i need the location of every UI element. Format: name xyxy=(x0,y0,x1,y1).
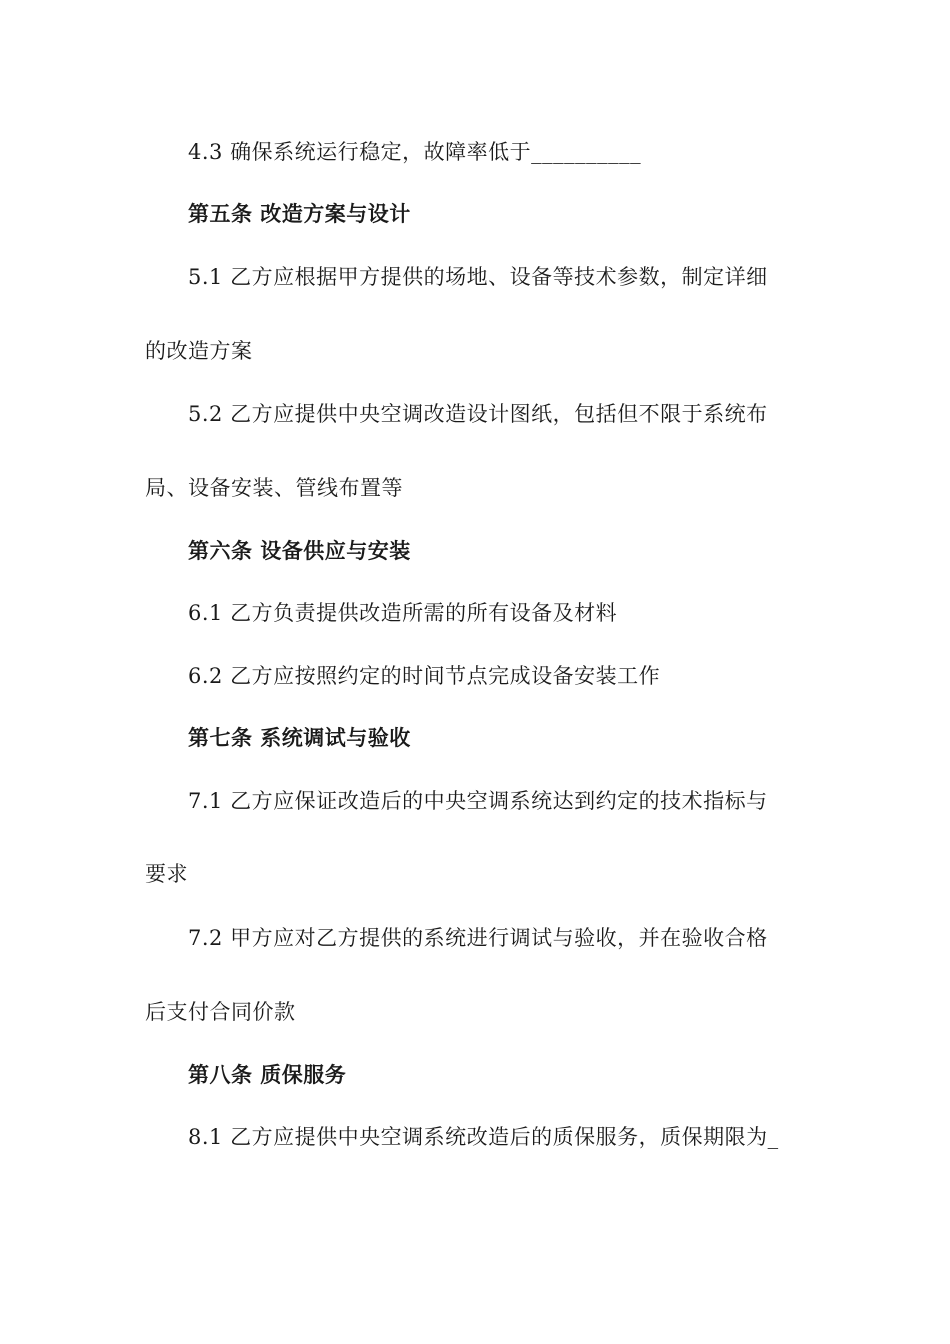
clause-7-1-line-2: 要求 xyxy=(145,862,188,886)
clause-4-3: 4.3 确保系统运行稳定，故障率低于__________ xyxy=(188,140,642,164)
clause-5-2-line-2: 局、设备安装、管线布置等 xyxy=(145,476,403,500)
clause-5-1-line-1: 5.1 乙方应根据甲方提供的场地、设备等技术参数，制定详细 xyxy=(188,265,768,289)
section-heading-7: 第七条 系统调试与验收 xyxy=(188,726,411,750)
clause-8-1: 8.1 乙方应提供中央空调系统改造后的质保服务，质保期限为_ xyxy=(188,1125,779,1149)
clause-6-1: 6.1 乙方负责提供改造所需的所有设备及材料 xyxy=(188,601,618,625)
clause-5-2-line-1: 5.2 乙方应提供中央空调改造设计图纸，包括但不限于系统布 xyxy=(188,402,768,426)
section-heading-5: 第五条 改造方案与设计 xyxy=(188,202,411,226)
clause-7-2-line-2: 后支付合同价款 xyxy=(145,1000,296,1024)
section-heading-8: 第八条 质保服务 xyxy=(188,1063,347,1087)
section-heading-6: 第六条 设备供应与安装 xyxy=(188,539,411,563)
clause-7-2-line-1: 7.2 甲方应对乙方提供的系统进行调试与验收，并在验收合格 xyxy=(188,926,768,950)
clause-7-1-line-1: 7.1 乙方应保证改造后的中央空调系统达到约定的技术指标与 xyxy=(188,789,768,813)
clause-6-2: 6.2 乙方应按照约定的时间节点完成设备安装工作 xyxy=(188,664,661,688)
clause-5-1-line-2: 的改造方案 xyxy=(145,339,253,363)
